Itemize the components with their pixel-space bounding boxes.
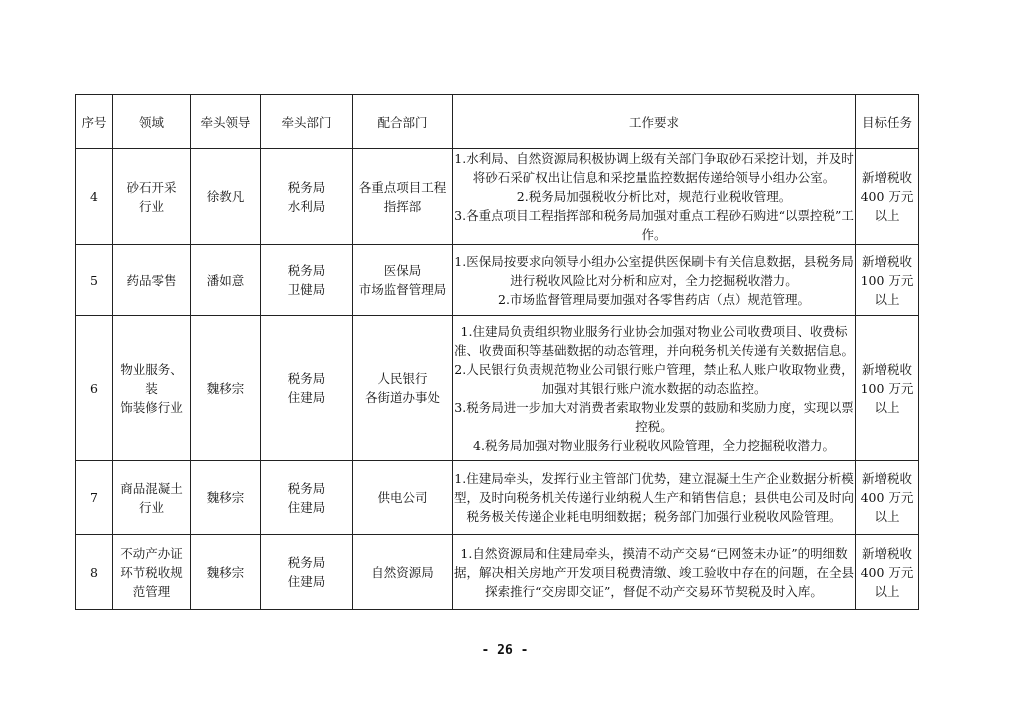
cell-requirements bbox=[453, 245, 856, 316]
cell-lead-dept: 税务局 水利局 bbox=[261, 149, 353, 245]
requirement-item: 2.市场监督管理局要加强对各零售药店（点）规范管理。 bbox=[498, 291, 810, 307]
header-no: 序号 bbox=[76, 95, 113, 149]
cell-requirements bbox=[453, 149, 856, 245]
cell-target: 新增税收 400 万元以上 bbox=[856, 461, 919, 535]
requirement-item: 2.税务局加强税收分析比对，规范行业税收管理。 bbox=[516, 189, 792, 204]
requirement-item: 1.住建局牵头，发挥行业主管部门优势，建立混凝土生产企业数据分析模型，及时向税务机关传递行业纳税人生产和销售信息；县供电公司及时向税务极关传递企业耗电明细数据；税务部门加强行业税收风险管理。 bbox=[453, 471, 854, 524]
cell-field: 不动产办证 环节税收规 范管理 bbox=[113, 535, 191, 610]
header-target: 目标任务 bbox=[856, 95, 919, 149]
table-row bbox=[76, 461, 919, 535]
cell-no: 5 bbox=[76, 245, 113, 316]
requirement-item: 1.住建局负责组织物业服务行业协会加强对物业公司收费项目、收费标准、收费面积等基础数据的动态管理，并向税务机关传递有关数据信息。 bbox=[453, 323, 854, 358]
requirement-item: 1.医保局按要求向领导小组办公室提供医保刷卡有关信息数据，县税务局进行税收风险比对分析和应对，全力挖掘税收潜力。 bbox=[454, 253, 854, 288]
requirement-item: 3.税务局进一步加大对消费者索取物业发票的鼓励和奖励力度，实现以票控税。 bbox=[454, 399, 854, 434]
table-row bbox=[76, 149, 919, 245]
cell-coop-dept: 人民银行 各街道办事处 bbox=[353, 316, 453, 461]
requirement-item: 3.各重点项目工程指挥部和税务局加强对重点工程砂石购进“以票控税”工作。 bbox=[454, 208, 854, 242]
header-lead-dept: 牵头部门 bbox=[261, 95, 353, 149]
cell-target: 新增税收 400 万元以上 bbox=[856, 149, 919, 245]
page-number: - 26 - bbox=[481, 643, 529, 658]
cell-field: 商品混凝土 行业 bbox=[113, 461, 191, 535]
header-requirements: 工作要求 bbox=[453, 95, 856, 149]
cell-no: 6 bbox=[76, 316, 113, 461]
cell-field: 物业服务、装 饰装修行业 bbox=[113, 316, 191, 461]
requirement-item: 2.人民银行负责规范物业公司银行账户管理，禁止私人账户收取物业费，加强对其银行账户流水数据的动态监控。 bbox=[454, 361, 854, 396]
cell-lead-dept: 税务局 住建局 bbox=[261, 316, 353, 461]
requirement-item: 1.自然资源局和住建局牵头，摸清不动产交易“已网签未办证”的明细数据，解决相关房地产开发项目税费清缴、竣工验收中存在的问题，在全县探索推行“交房即交证”，督促不动产交易环节契税及时入库。 bbox=[453, 545, 854, 599]
cell-no: 4 bbox=[76, 149, 113, 245]
cell-lead-dept: 税务局 住建局 bbox=[261, 535, 353, 610]
requirement-item: 1.水利局、自然资源局积极协调上级有关部门争取砂石采挖计划，并及时将砂石采矿权出让信息和采挖量监控数据传递给领导小组办公室。 bbox=[454, 151, 854, 185]
cell-coop-dept: 医保局 市场监督管理局 bbox=[353, 245, 453, 316]
table-row bbox=[76, 245, 919, 316]
cell-leader: 魏移宗 bbox=[191, 316, 261, 461]
cell-field: 药品零售 bbox=[113, 245, 191, 316]
cell-leader: 徐教凡 bbox=[191, 149, 261, 245]
cell-coop-dept: 供电公司 bbox=[353, 461, 453, 535]
cell-target: 新增税收 100 万元以上 bbox=[856, 316, 919, 461]
cell-leader: 魏移宗 bbox=[191, 461, 261, 535]
cell-requirements bbox=[453, 461, 856, 535]
cell-no: 7 bbox=[76, 461, 113, 535]
cell-leader: 魏移宗 bbox=[191, 535, 261, 610]
cell-target: 新增税收 100 万元以上 bbox=[856, 245, 919, 316]
requirement-item: 4.税务局加强对物业服务行业税收风险管理，全力挖掘税收潜力。 bbox=[473, 437, 835, 453]
table-row bbox=[76, 316, 919, 461]
cell-target: 新增税收 400 万元以上 bbox=[856, 535, 919, 610]
cell-lead-dept: 税务局 卫健局 bbox=[261, 245, 353, 316]
header-field: 领域 bbox=[113, 95, 191, 149]
cell-requirements bbox=[453, 316, 856, 461]
cell-no: 8 bbox=[76, 535, 113, 610]
table-header-row bbox=[76, 95, 919, 149]
cell-leader: 潘如意 bbox=[191, 245, 261, 316]
header-coop-dept: 配合部门 bbox=[353, 95, 453, 149]
cell-requirements bbox=[453, 535, 856, 610]
cell-coop-dept: 各重点项目工程 指挥部 bbox=[353, 149, 453, 245]
table-row bbox=[76, 535, 919, 610]
cell-lead-dept: 税务局 住建局 bbox=[261, 461, 353, 535]
header-leader: 牵头领导 bbox=[191, 95, 261, 149]
cell-coop-dept: 自然资源局 bbox=[353, 535, 453, 610]
task-table bbox=[75, 94, 919, 610]
cell-field: 砂石开采 行业 bbox=[113, 149, 191, 245]
